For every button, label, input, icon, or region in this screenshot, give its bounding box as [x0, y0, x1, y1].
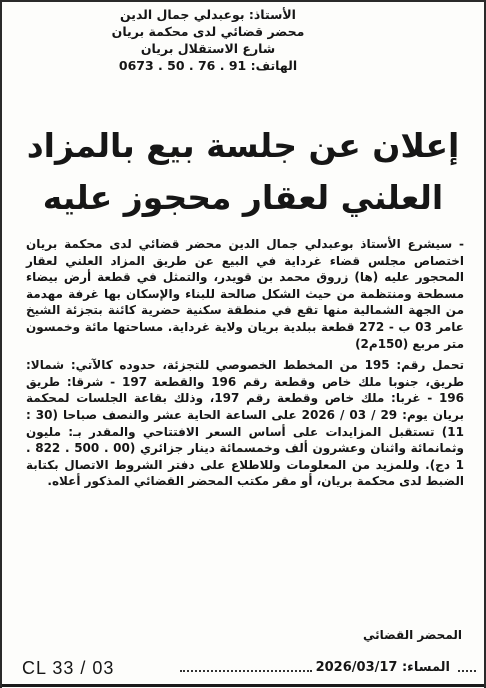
- bailiff-title: محضر قضائي لدى محكمة بريان: [111, 24, 305, 39]
- bailiff-header: [88, 6, 328, 74]
- footer-divider-right: [458, 670, 476, 672]
- bailiff-address: شارع الاستقلال بريان: [140, 41, 276, 56]
- notice-paragraph-1: - سيشرع الأستاذ بوعبدلي جمال الدين محضر قضائي لدى محكمة بريان اختصاص مجلس قضاء غرداية في البيع عن طريق المزاد العلني لعقار المحجور عليه (ها) زروق محمد بن قويدر، والتمثل في قطعة أرض بيضاء مسطحة ومنتظمة من حيث الشكل صالحة للبناء والإسكان بها غرفة مهدمة من الجهة الشمالية منها تقع في منطقة سكنية حضرية كائنة بتجزئة الشيخ عامر 03 ب - 272 قطعة ببلدية بريان ولاية غرداية. مساحتها مائة وخمسون متر مربع (150م2): [26, 237, 465, 351]
- notice-paragraph-2: تحمل رقم: 195 من المخطط الخصوصي للتجزئة، حدوده كالآتي: شمالا: طريق، جنوبا ملك خاص وقطعة رقم 196 والقطعة 197 - شرقا: طريق 196 - غربا: ملك خاص وقطعة رقم 197، وذلك بقاعة الجلسات لمحكمة بريان يوم: 29 / 03 / 2026 على الساعة الحاية عشر والنصف صباحا (30 : 11) تستقبل المزايدات على أساس السعر الافتتاحي والمقدر بـ: مليون وثمانمائة واثنان وعشرون ألف وخمسمائة دينار جزائري (00 . 500 . 822 . 1 دج). وللمزيد من المعلومات وللاطلاع على دفتر الشروط الاتصال بكتابة الضبط لدى محكمة بريان، أو مقر مكتب المحضر القضائي المذكور أعلاه.: [26, 358, 465, 489]
- notice-body: [26, 236, 464, 490]
- reference-code: CL 33 / 03: [22, 658, 115, 678]
- date-value: 2026/03/17: [315, 660, 398, 675]
- newspaper-label: المساء:: [401, 660, 450, 675]
- bottom-rule: [2, 684, 484, 687]
- bailiff-phone: الهاتف: 91 . 76 . 50 . 0673: [118, 58, 298, 73]
- notice-title: [2, 120, 484, 224]
- footer-divider: [180, 670, 312, 672]
- signature: المحضر القضائي: [362, 628, 462, 642]
- notice-title-line-1: إعلان عن جلسة بيع بالمزاد: [26, 126, 460, 165]
- publication-date: [316, 660, 450, 675]
- notice-title-line-2: العلني لعقار محجوز عليه: [42, 178, 444, 217]
- notice-footer: [8, 656, 476, 682]
- bailiff-name: الأستاذ: بوعبدلي جمال الدين: [120, 7, 296, 22]
